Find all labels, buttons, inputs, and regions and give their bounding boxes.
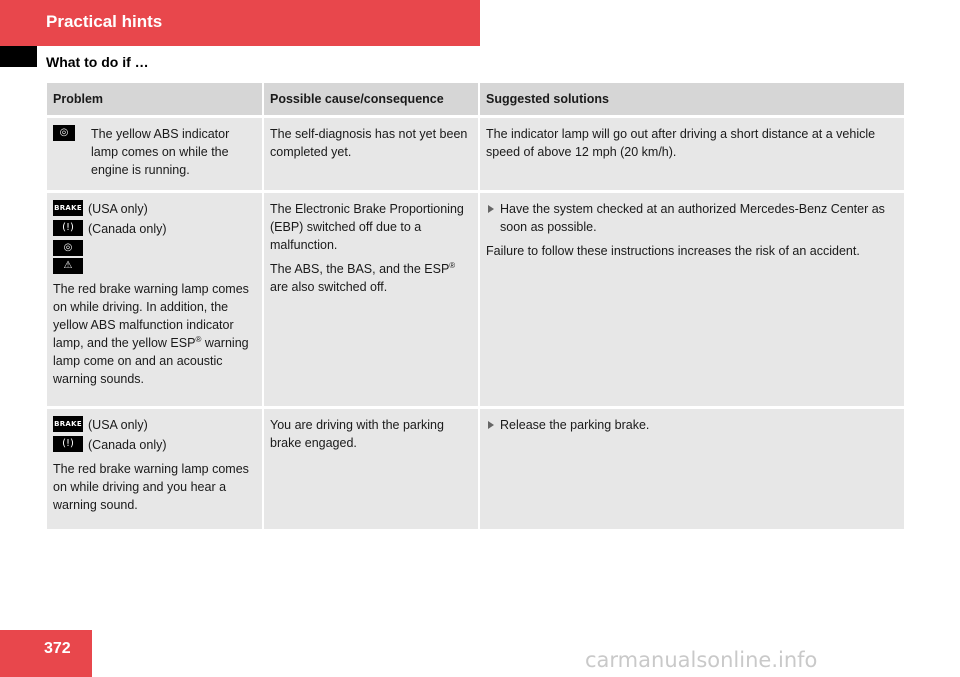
- cause-text: The Electronic Brake Proportioning (EBP) switched off due to a malfunction.: [270, 202, 464, 252]
- problem-text: The red brake warning lamp comes on while driving and you hear a warning sound.: [53, 462, 249, 512]
- icon-line: [53, 240, 256, 256]
- table-row: [47, 193, 904, 409]
- solution-cell: [480, 409, 904, 532]
- brake-circle-icon: (!): [53, 436, 83, 452]
- brake-warning-icon: BRAKE: [53, 200, 83, 216]
- hints-table: [45, 83, 906, 532]
- table-header-row: [47, 83, 904, 118]
- icon-line: [53, 258, 256, 274]
- watermark: carmanualsonline.info: [585, 648, 818, 672]
- bullet-arrow-icon: [488, 205, 494, 213]
- bullet-arrow-icon: [488, 421, 494, 429]
- cause-text-end: are also switched off.: [270, 280, 388, 294]
- esp-warning-icon: ⚠: [53, 258, 83, 274]
- registered-mark: ®: [195, 334, 202, 344]
- table-row: [47, 118, 904, 193]
- icon-line: [53, 200, 256, 218]
- column-header-problem: Problem: [47, 83, 262, 118]
- solution-text: Release the parking brake.: [500, 418, 650, 432]
- cause-text: [270, 260, 472, 296]
- problem-cell: [47, 409, 262, 532]
- problem-text-main: The red brake warning lamp comes on while driving. In addition, the yellow ABS malfunction indicator lamp, and the yellow ESP: [53, 282, 249, 350]
- brake-circle-icon: (!): [53, 220, 83, 236]
- cause-cell: [264, 193, 478, 409]
- solution-bullet: [486, 200, 898, 242]
- registered-mark: ®: [449, 260, 456, 270]
- column-header-solutions: Suggested solutions: [480, 83, 904, 118]
- problem-cell: [47, 118, 262, 193]
- solution-text: The indicator lamp will go out after driving a short distance at a vehicle speed of above 12 mph (20 km/h).: [486, 127, 876, 159]
- cause-cell: [264, 118, 478, 193]
- cause-cell: [264, 409, 478, 532]
- abs-indicator-icon: ◎: [53, 125, 75, 141]
- brake-warning-icon: BRAKE: [53, 416, 83, 432]
- region-note: (Canada only): [88, 222, 167, 236]
- icon-line: [53, 416, 256, 434]
- solution-cell: [480, 118, 904, 193]
- section-title: Practical hints: [46, 12, 163, 31]
- page-number: 372: [44, 640, 71, 657]
- page-number-box: [0, 630, 92, 677]
- icon-line: [53, 220, 256, 238]
- cause-text-main: The ABS, the BAS, and the ESP: [270, 262, 450, 276]
- icon-line: [53, 125, 256, 179]
- solution-text: Failure to follow these instructions increases the risk of an accident.: [486, 244, 860, 258]
- cause-text: The self-diagnosis has not yet been completed yet.: [270, 127, 468, 159]
- problem-cell: [47, 193, 262, 409]
- header-tab: [0, 46, 37, 67]
- problem-text: [53, 280, 256, 388]
- cause-text: You are driving with the parking brake engaged.: [270, 418, 444, 450]
- problem-text: The yellow ABS indicator lamp comes on while the engine is running.: [91, 127, 230, 177]
- page-subtitle: What to do if …: [46, 54, 149, 70]
- region-note: (USA only): [88, 202, 148, 216]
- table-row: [47, 409, 904, 532]
- region-note: (USA only): [88, 418, 148, 432]
- problem-text-end: warning lamp come on and an acoustic warning sounds.: [53, 336, 249, 386]
- region-note: (Canada only): [88, 438, 167, 452]
- column-header-cause: Possible cause/consequence: [264, 83, 478, 118]
- icon-line: [53, 436, 256, 454]
- solution-cell: [480, 193, 904, 409]
- abs-indicator-icon: ◎: [53, 240, 83, 256]
- solution-bullet: [486, 416, 898, 440]
- section-header: [0, 0, 480, 46]
- solution-text: Have the system checked at an authorized Mercedes-Benz Center as soon as possible.: [500, 202, 885, 234]
